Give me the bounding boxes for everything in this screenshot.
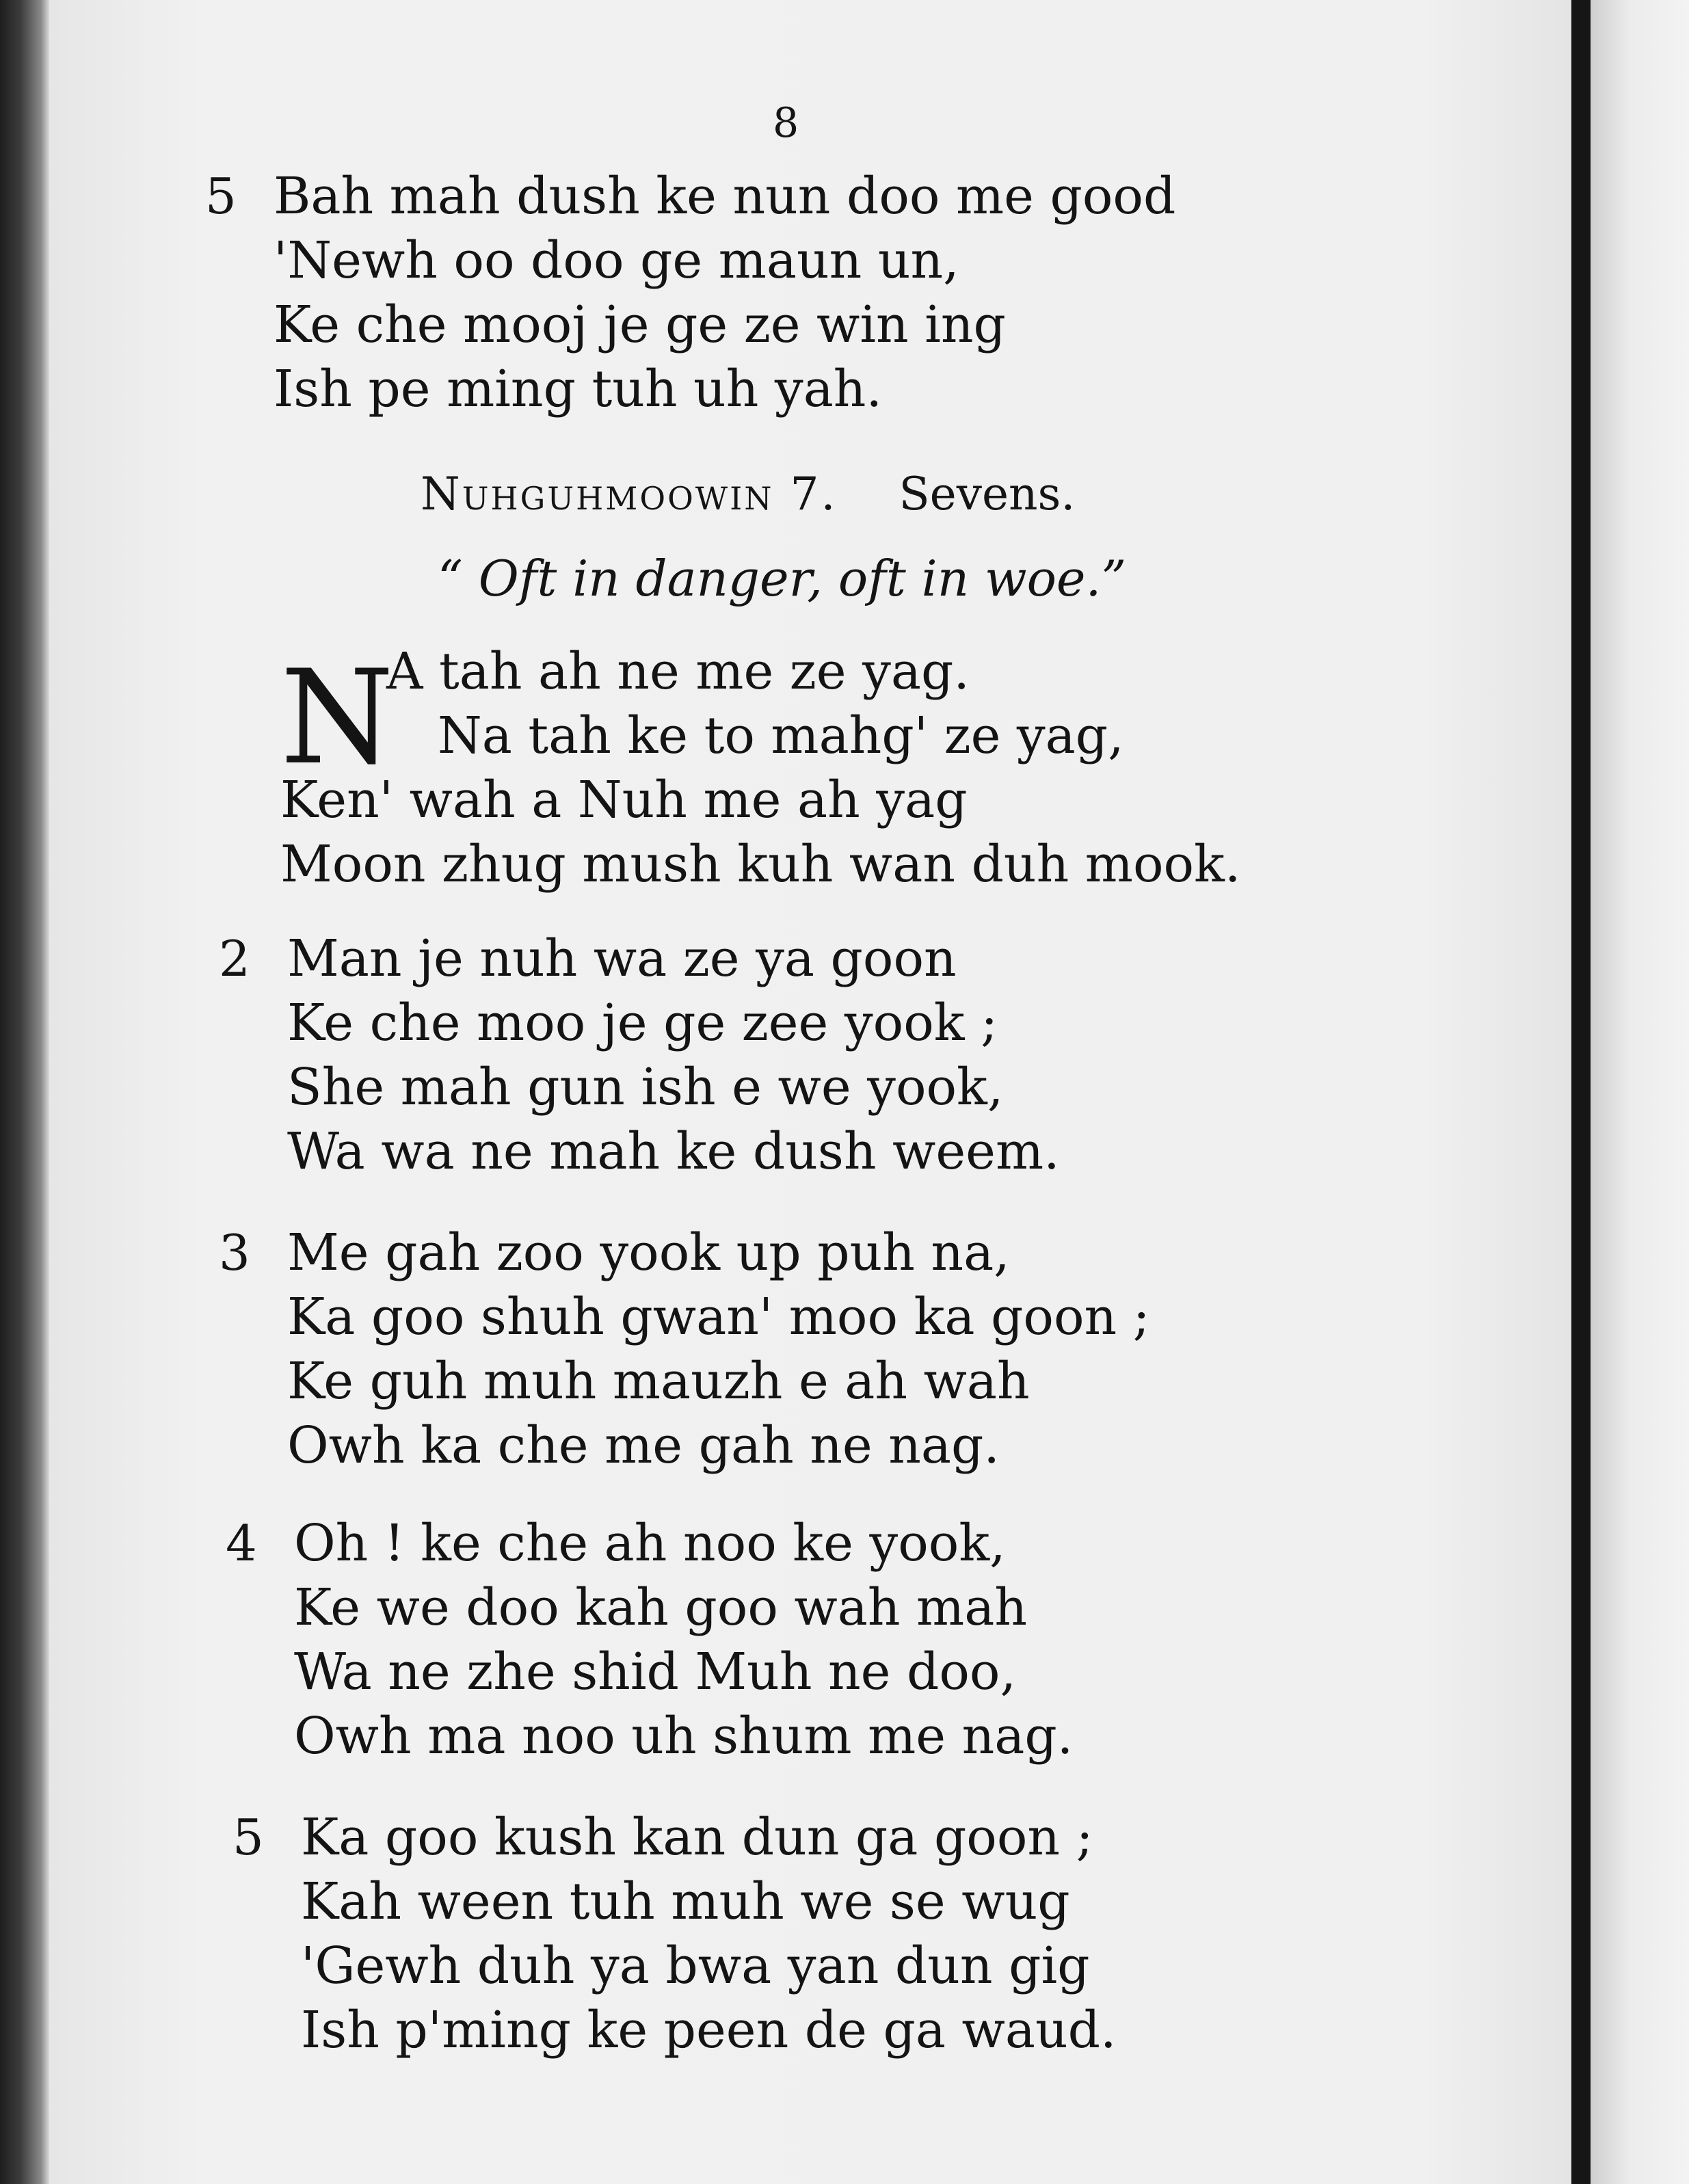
drop-cap: N: [280, 642, 395, 793]
hymn-heading: [421, 468, 1076, 520]
verse-line: Man je nuh wa ze ya goon: [287, 929, 957, 988]
verse-line: Na tah ke to mahg' ze yag,: [438, 706, 1124, 765]
stanza-4: [226, 1511, 1074, 1768]
verse-line: 'Gewh duh ya bwa yan dun gig: [301, 1936, 1090, 1995]
verse-line: Me gah zoo yook up puh na,: [287, 1223, 1010, 1282]
page-number: 8: [773, 99, 799, 147]
verse-number: 2: [219, 930, 250, 987]
page-edge-rule: [1571, 0, 1591, 2184]
verse-line: Ke we doo kah goo wah mah: [294, 1578, 1027, 1637]
verse-line: Wa wa ne mah ke dush weem.: [287, 1122, 1060, 1181]
verse-line: 'Newh oo doo ge maun un,: [274, 231, 959, 290]
verse-number: 5: [205, 168, 237, 225]
binding-shadow: [0, 0, 49, 2184]
hymn-title: Nuhguhmoowin 7.: [421, 468, 838, 520]
verse-line: Kah ween tuh muh we se wug: [301, 1872, 1070, 1931]
verse-number: 3: [219, 1224, 250, 1281]
verse-5-previous-hymn: [205, 164, 1176, 421]
verse-line: Ish p'ming ke peen de ga waud.: [301, 2001, 1117, 2060]
verse-line: Owh ma noo uh shum me nag.: [294, 1707, 1074, 1766]
verse-line: Owh ka che me gah ne nag.: [287, 1416, 1000, 1475]
verse-line: She mah gun ish e we yook,: [287, 1058, 1004, 1117]
hymn-meter: Sevens.: [899, 468, 1076, 520]
verse-line: Ke che moo je ge zee yook ;: [287, 994, 998, 1052]
verse-number: 4: [226, 1515, 257, 1572]
verse-line: Ka goo shuh gwan' moo ka goon ;: [287, 1288, 1150, 1346]
stanza-2: [219, 927, 1060, 1184]
stanza-1: [280, 639, 1240, 896]
verse-line: Moon zhug mush kuh wan duh mook.: [280, 835, 1241, 894]
verse-line: Bah mah dush ke nun doo me good: [274, 167, 1176, 226]
verse-line: Ka goo kush kan dun ga goon ;: [301, 1808, 1093, 1867]
verse-line: Oh ! ke che ah noo ke yook,: [294, 1514, 1006, 1573]
verse-line: A tah ah ne me ze yag.: [386, 642, 970, 701]
stanza-3: [219, 1221, 1150, 1478]
adjacent-page-strip: [1591, 0, 1689, 2184]
verse-line: Ish pe ming tuh uh yah.: [274, 360, 882, 418]
verse-number: 5: [232, 1809, 264, 1866]
hymn-tune-subtitle: “ Oft in danger, oft in woe.”: [438, 550, 1127, 607]
verse-line: Wa ne zhe shid Muh ne doo,: [294, 1642, 1016, 1701]
verse-line: Ke guh muh mauzh e ah wah: [287, 1352, 1030, 1411]
verse-line: Ke che mooj je ge ze win ing: [274, 295, 1006, 354]
verse-line: Ken' wah a Nuh me ah yag: [280, 771, 968, 829]
stanza-5: [232, 1805, 1117, 2062]
